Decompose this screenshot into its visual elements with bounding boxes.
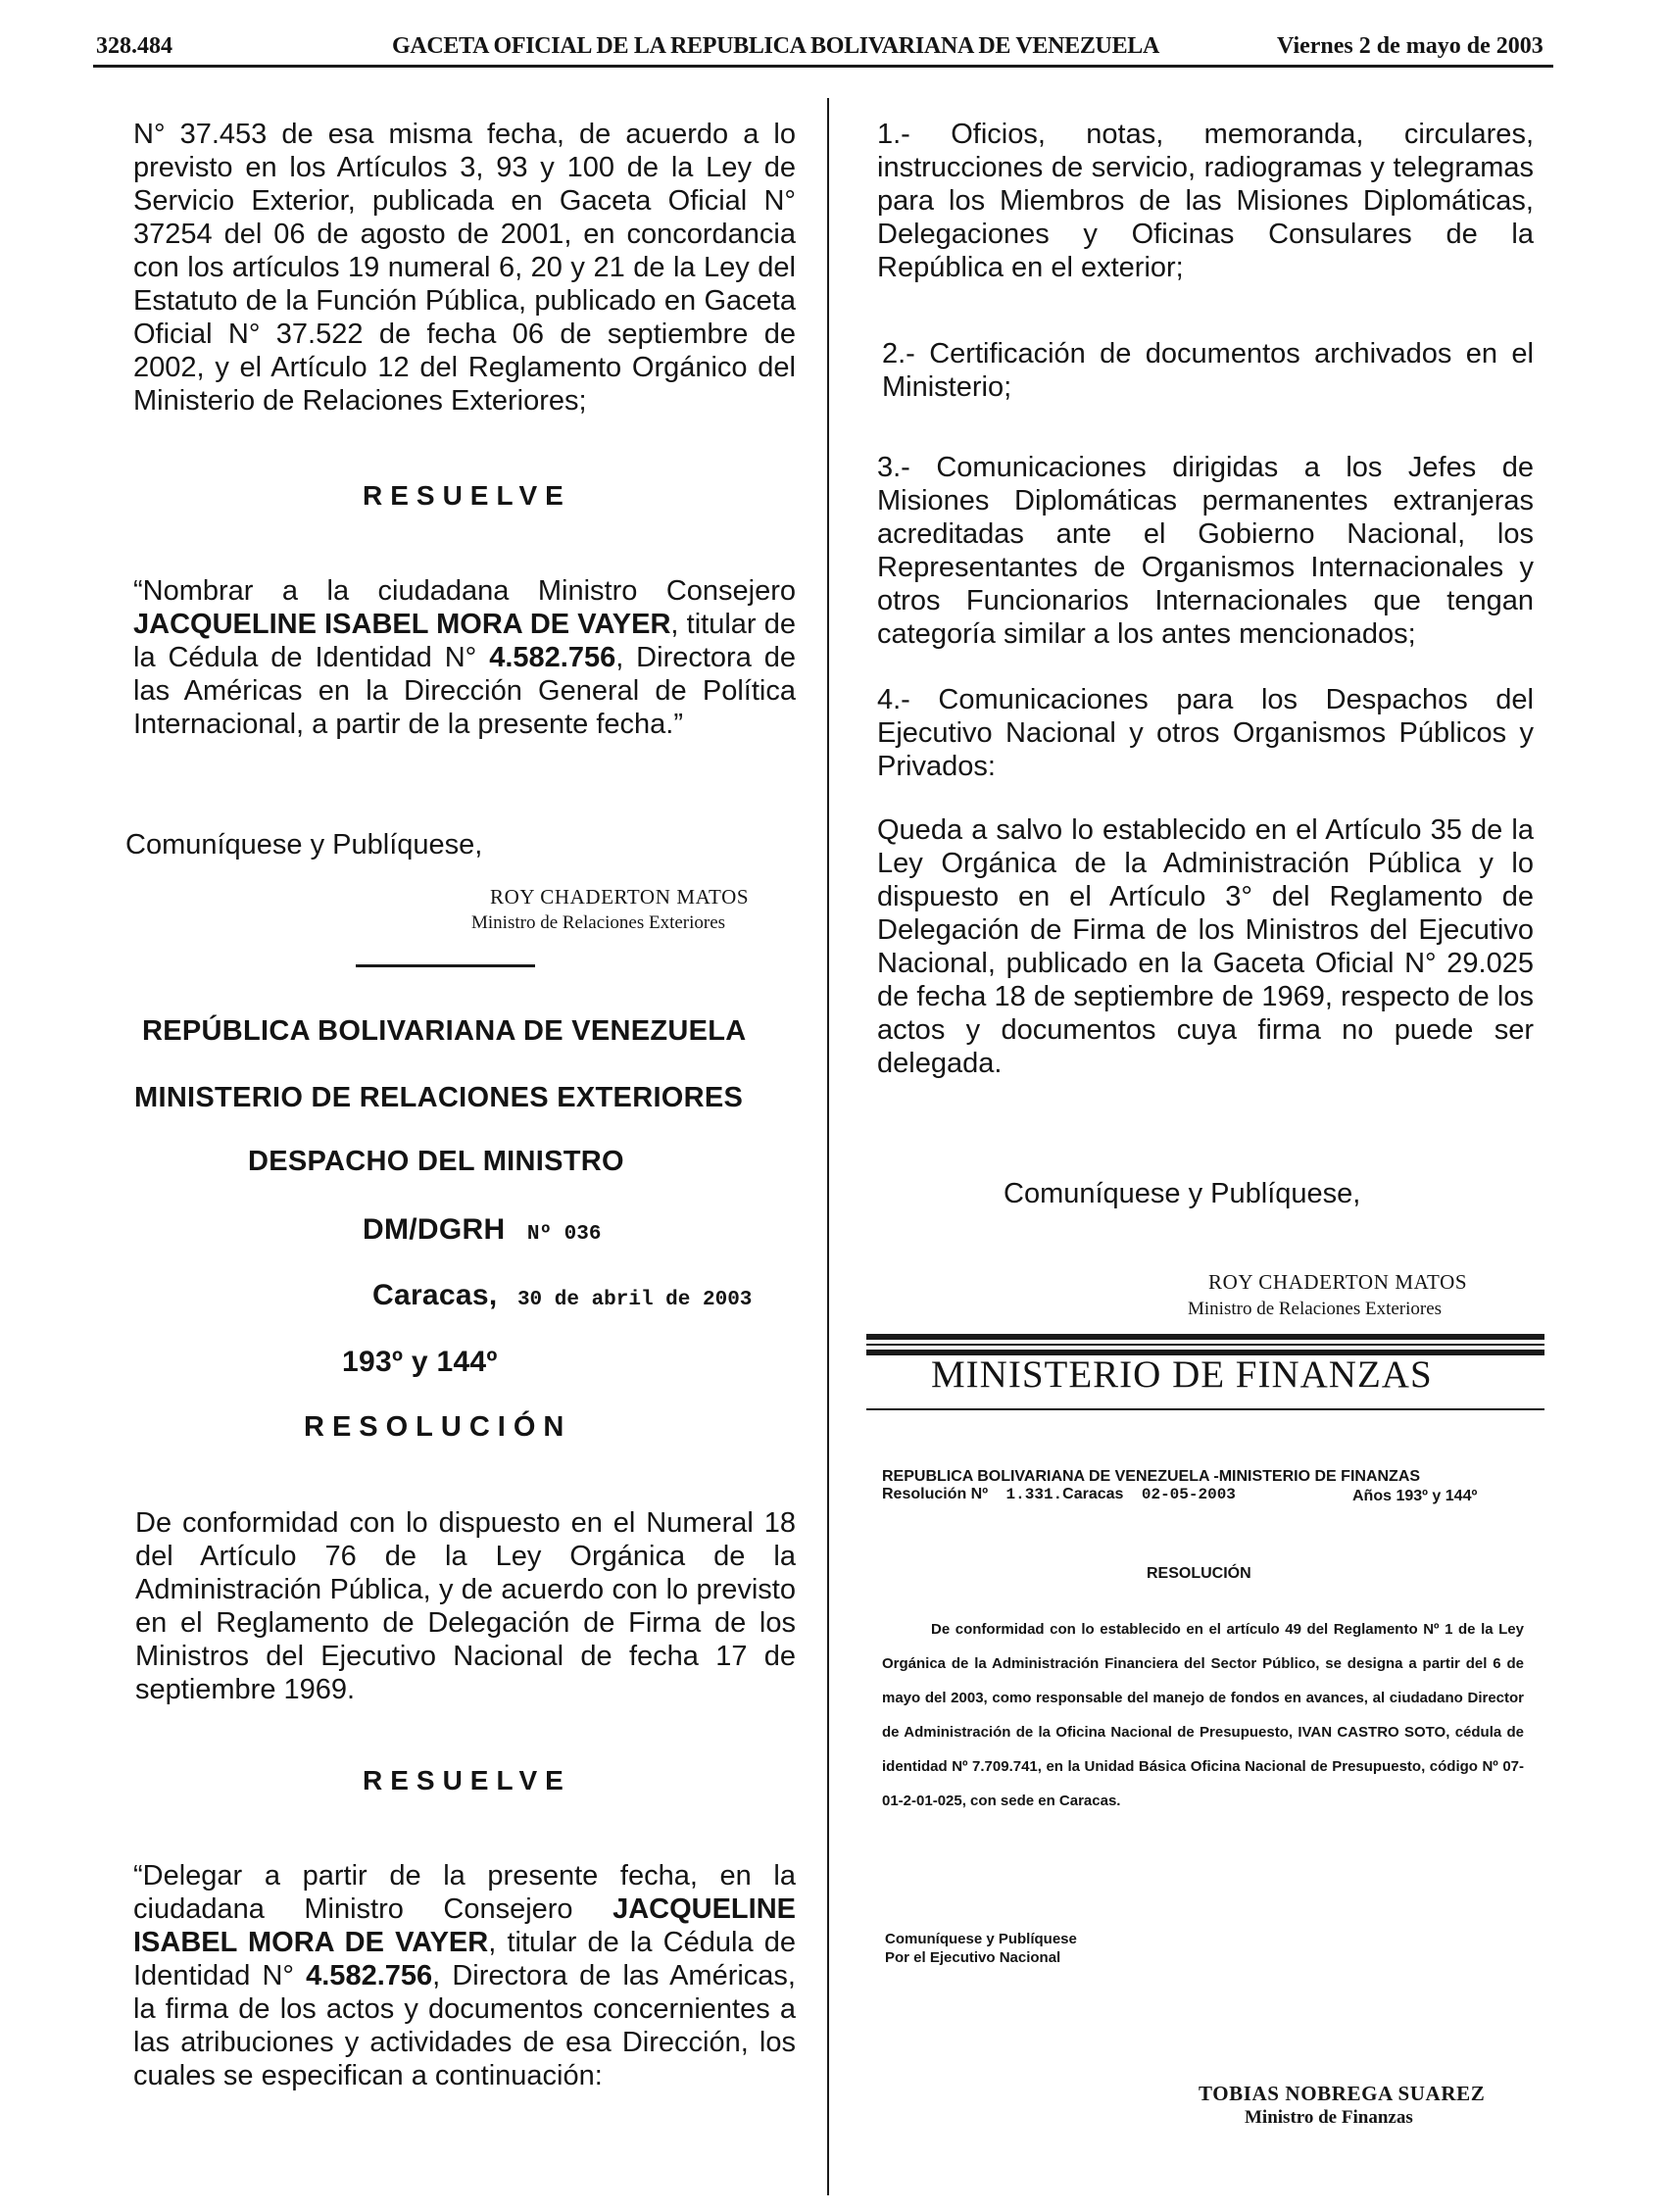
finanzas-signature-name: TOBIAS NOBREGA SUAREZ [1199,2082,1486,2105]
intro-paragraph: N° 37.453 de esa misma fecha, de acuerdo a lo previsto en los Artículos 3, 93 y 100 de la Ley de Servicio Exterior, publicada en Gaceta Oficial N° 37254 del 06 de agosto de 2001, en concordancia con los artículos 19 numeral 6, 20 y 21 de la Ley del Estatuto de la Función Pública, publicado en Gaceta Oficial N° 37.522 de fecha 06 de septiembre de 2002, y el Artículo 12 del Reglamento Orgánico del Ministerio de Relaciones Exteriores; [133,119,796,417]
finanzas-comuniquese: Comuníquese y Publíquese [885,1931,1077,1947]
place-date-line [372,1279,752,1312]
signature-name: ROY CHADERTON MATOS [490,885,750,909]
signature-title-2: Ministro de Relaciones Exteriores [1188,1299,1443,1319]
finanzas-resolution-line [882,1486,1236,1503]
comuniquese-text: Comuníquese y Publíquese, [125,829,483,860]
column-divider [827,98,829,2195]
appointment-text: “Nombrar a la ciudadana Ministro Consejero [133,575,796,607]
appointment-paragraph [133,574,796,741]
finanzas-signature-title: Ministro de Finanzas [1245,2107,1413,2128]
resolucion-heading: RESOLUCIÓN [304,1411,572,1443]
reference-line [363,1213,602,1247]
finanzas-body-text: , cédula de identidad Nº 7.709.741, en la Unidad Básica Oficina Nacional de Presupuesto, código Nº 07-01-2-01-025, con sede en Caracas. [882,1724,1525,1809]
section-rule [866,1408,1544,1410]
resuelve-heading-2: RESUELVE [363,1765,571,1795]
delegate-name: JACQUELINE ISABEL MORA DE VAYER [133,1893,796,1958]
republic-heading: REPÚBLICA BOLIVARIANA DE VENEZUELA [142,1015,747,1047]
signature-title: Ministro de Relaciones Exteriores [471,912,726,933]
finanzas-body-text: De conformidad con lo establecido en el artículo 49 del Reglamento Nº 1 de la Ley Orgánica de la Administración Financiera del Sector Público, se designa a partir del 6 de mayo del 2003, como responsable del manejo de fondos en avances, al ciudadano Director de Administración de la Oficina Nacional de Presupuesto, [882,1621,1524,1741]
appointment-text: , Directora de las Américas en la Dirección General de Política Internacional, a partir de la presente fecha.” [133,642,796,740]
resolution-date: 02-05-2003 [1141,1486,1236,1503]
page-number: 328.484 [96,33,172,59]
list-item: 4.- Comunicaciones para los Despachos del Ejecutivo Nacional y otros Organismos Públicos y Privados: [877,684,1534,782]
resolution-number: 1.331. [1005,1486,1063,1503]
gazette-title: GACETA OFICIAL DE LA REPUBLICA BOLIVARIANA DE VENEZUELA [392,33,1160,59]
ministry-heading: MINISTERIO DE RELACIONES EXTERIORES [134,1082,744,1113]
finanzas-republic-line: REPUBLICA BOLIVARIANA DE VENEZUELA -MINISTERIO DE FINANZAS [882,1468,1421,1485]
list-item: 3.- Comunicaciones dirigidas a los Jefes de Misiones Diplomáticas permanentes extranjeras acreditadas ante el Gobierno Nacional, los Representantes de Organismos Internacionales y otros Funcionarios Internacionales que tengan categoría similar a los antes mencionados; [877,452,1534,650]
appointee-name: JACQUELINE ISABEL MORA DE VAYER [133,609,671,640]
finanzas-body [882,1612,1524,1818]
resuelve-heading: RESUELVE [363,480,571,511]
reference-code: DM/DGRH [363,1213,506,1246]
issue-date: Viernes 2 de mayo de 2003 [1277,33,1544,59]
finanzas-designee-name: IVAN CASTRO SOTO [1298,1724,1446,1741]
comuniquese-text-2: Comuníquese y Publíquese, [1004,1178,1361,1209]
separator-rule [356,964,535,967]
header-rule [93,65,1553,68]
signature-name-2: ROY CHADERTON MATOS [1208,1270,1468,1294]
section-rule [866,1344,1544,1346]
appointee-id: 4.582.756 [489,642,616,673]
list-item: 2.- Certificación de documentos archivados en el Ministerio; [882,338,1534,403]
delegation-text: “Delegar a partir de la presente fecha, en la ciudadana Ministro Consejero [133,1860,796,1925]
resolution-city: Caracas [1062,1486,1124,1502]
appointment-text: , titular de la Cédula de Identidad N° [133,609,797,673]
office-heading: DESPACHO DEL MINISTRO [248,1146,624,1177]
conformidad-paragraph: De conformidad con lo dispuesto en el Numeral 18 del Artículo 76 de la Ley Orgánica de la Administración Pública, y de acuerdo con lo previsto en el Reglamento de Delegación de Firma de los Ministros del Ejecutivo Nacional de fecha 17 de septiembre 1969. [135,1507,796,1705]
place: Caracas, [372,1279,498,1311]
resolution-years: Años 193º y 144º [1352,1488,1478,1504]
delegation-text: , titular de la Cédula de Identidad N° [133,1927,796,1991]
finanzas-resolucion-heading: RESOLUCIÓN [1147,1565,1251,1582]
reference-number: Nº 036 [526,1223,602,1246]
delegation-paragraph [133,1859,796,2092]
finanzas-por-ejecutivo: Por el Ejecutivo Nacional [885,1949,1061,1966]
place-date: 30 de abril de 2003 [516,1289,753,1311]
years-heading: 193º y 144º [342,1346,498,1378]
list-item: 1.- Oficios, notas, memoranda, circulares, instrucciones de servicio, radiogramas y telegramas para los Miembros de las Misiones Diplomáticas, Delegaciones y Oficinas Consulares de la República en el exterior; [877,119,1534,283]
finanzas-title: MINISTERIO DE FINANZAS [931,1353,1433,1396]
delegation-text: , Directora de las Américas, la firma de los actos y documentos concernientes a las atribuciones y actividades de esa Dirección, los cuales se especifican a continuación: [133,1960,796,2091]
salvo-paragraph: Queda a salvo lo establecido en el Artículo 35 de la Ley Orgánica de la Administración Pública y lo dispuesto en el Artículo 3° del Reglamento de Delegación de Firma de los Ministros del Ejecutivo Nacional, publicado en la Gaceta Oficial N° 29.025 de fecha 18 de septiembre de 1969, respecto de los actos y documentos cuya firma no puede ser delegada. [877,814,1534,1079]
resolution-label: Resolución Nº [882,1486,989,1502]
delegate-id: 4.582.756 [306,1960,433,1991]
section-rule [866,1334,1544,1340]
